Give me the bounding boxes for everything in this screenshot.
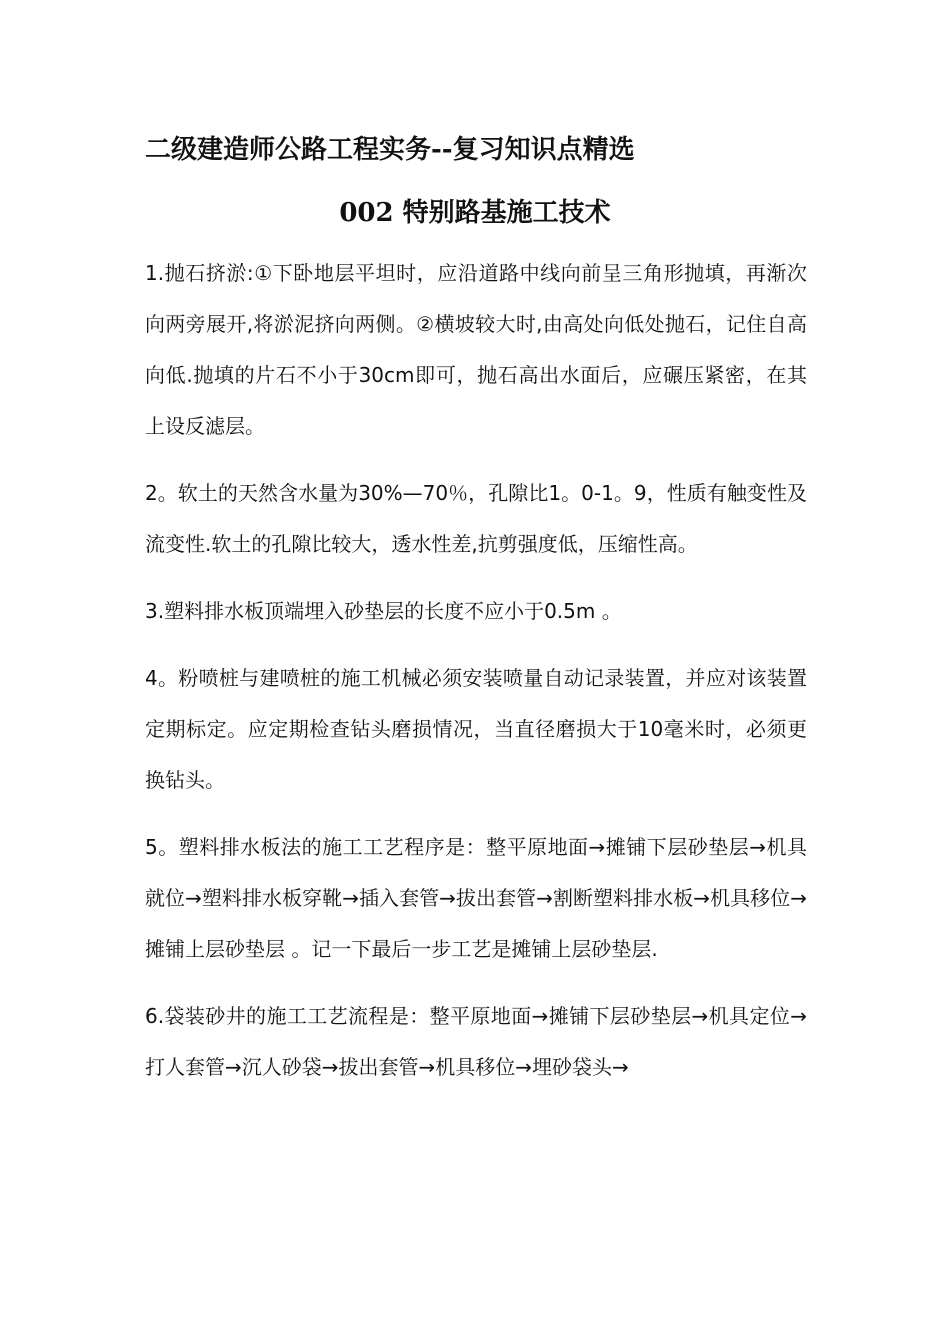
paragraph-6: 6.袋装砂井的施工工艺流程是：整平原地面→摊铺下层砂垫层→机具定位→打人套管→沉人砂袋→拔出套管→机具移位→埋砂袋头→ [145, 1004, 807, 1079]
paragraph-2: 2。软土的天然含水量为30%—70％，孔隙比1。0-1。9，性质有触变性及流变性.软土的孔隙比较大，透水性差,抗剪强度低，压缩性高。 [145, 481, 807, 556]
paragraph-3: 3.塑料排水板顶端埋入砂垫层的长度不应小于0.5m 。 [145, 599, 622, 623]
document-title: 二级建造师公路工程实务--复习知识点精选 [145, 135, 635, 165]
paragraph-5: 5。塑料排水板法的施工工艺程序是：整平原地面→摊铺下层砂垫层→机具就位→塑料排水板穿靴→插入套管→拔出套管→割断塑料排水板→机具移位→摊铺上层砂垫层 。记一下最后一步工艺是摊铺上层砂垫层. [145, 835, 807, 961]
document-body [145, 248, 807, 1109]
paragraph-1: 1.抛石挤淤:①下卧地层平坦时，应沿道路中线向前呈三角形抛填，再渐次向两旁展开,将淤泥挤向两侧。②横坡较大时,由高处向低处抛石，记住自高向低.抛填的片石不小于30cm即可，抛石高出水面后，应碾压紧密，在其上设反滤层。 [145, 261, 807, 438]
section-title: 002 特别路基施工技术 [339, 198, 611, 228]
paragraph-4: 4。粉喷桩与建喷桩的施工机械必须安装喷量自动记录装置，并应对该装置定期标定。应定期检查钻头磨损情况，当直径磨损大于10毫米时，必须更换钻头。 [145, 666, 807, 792]
